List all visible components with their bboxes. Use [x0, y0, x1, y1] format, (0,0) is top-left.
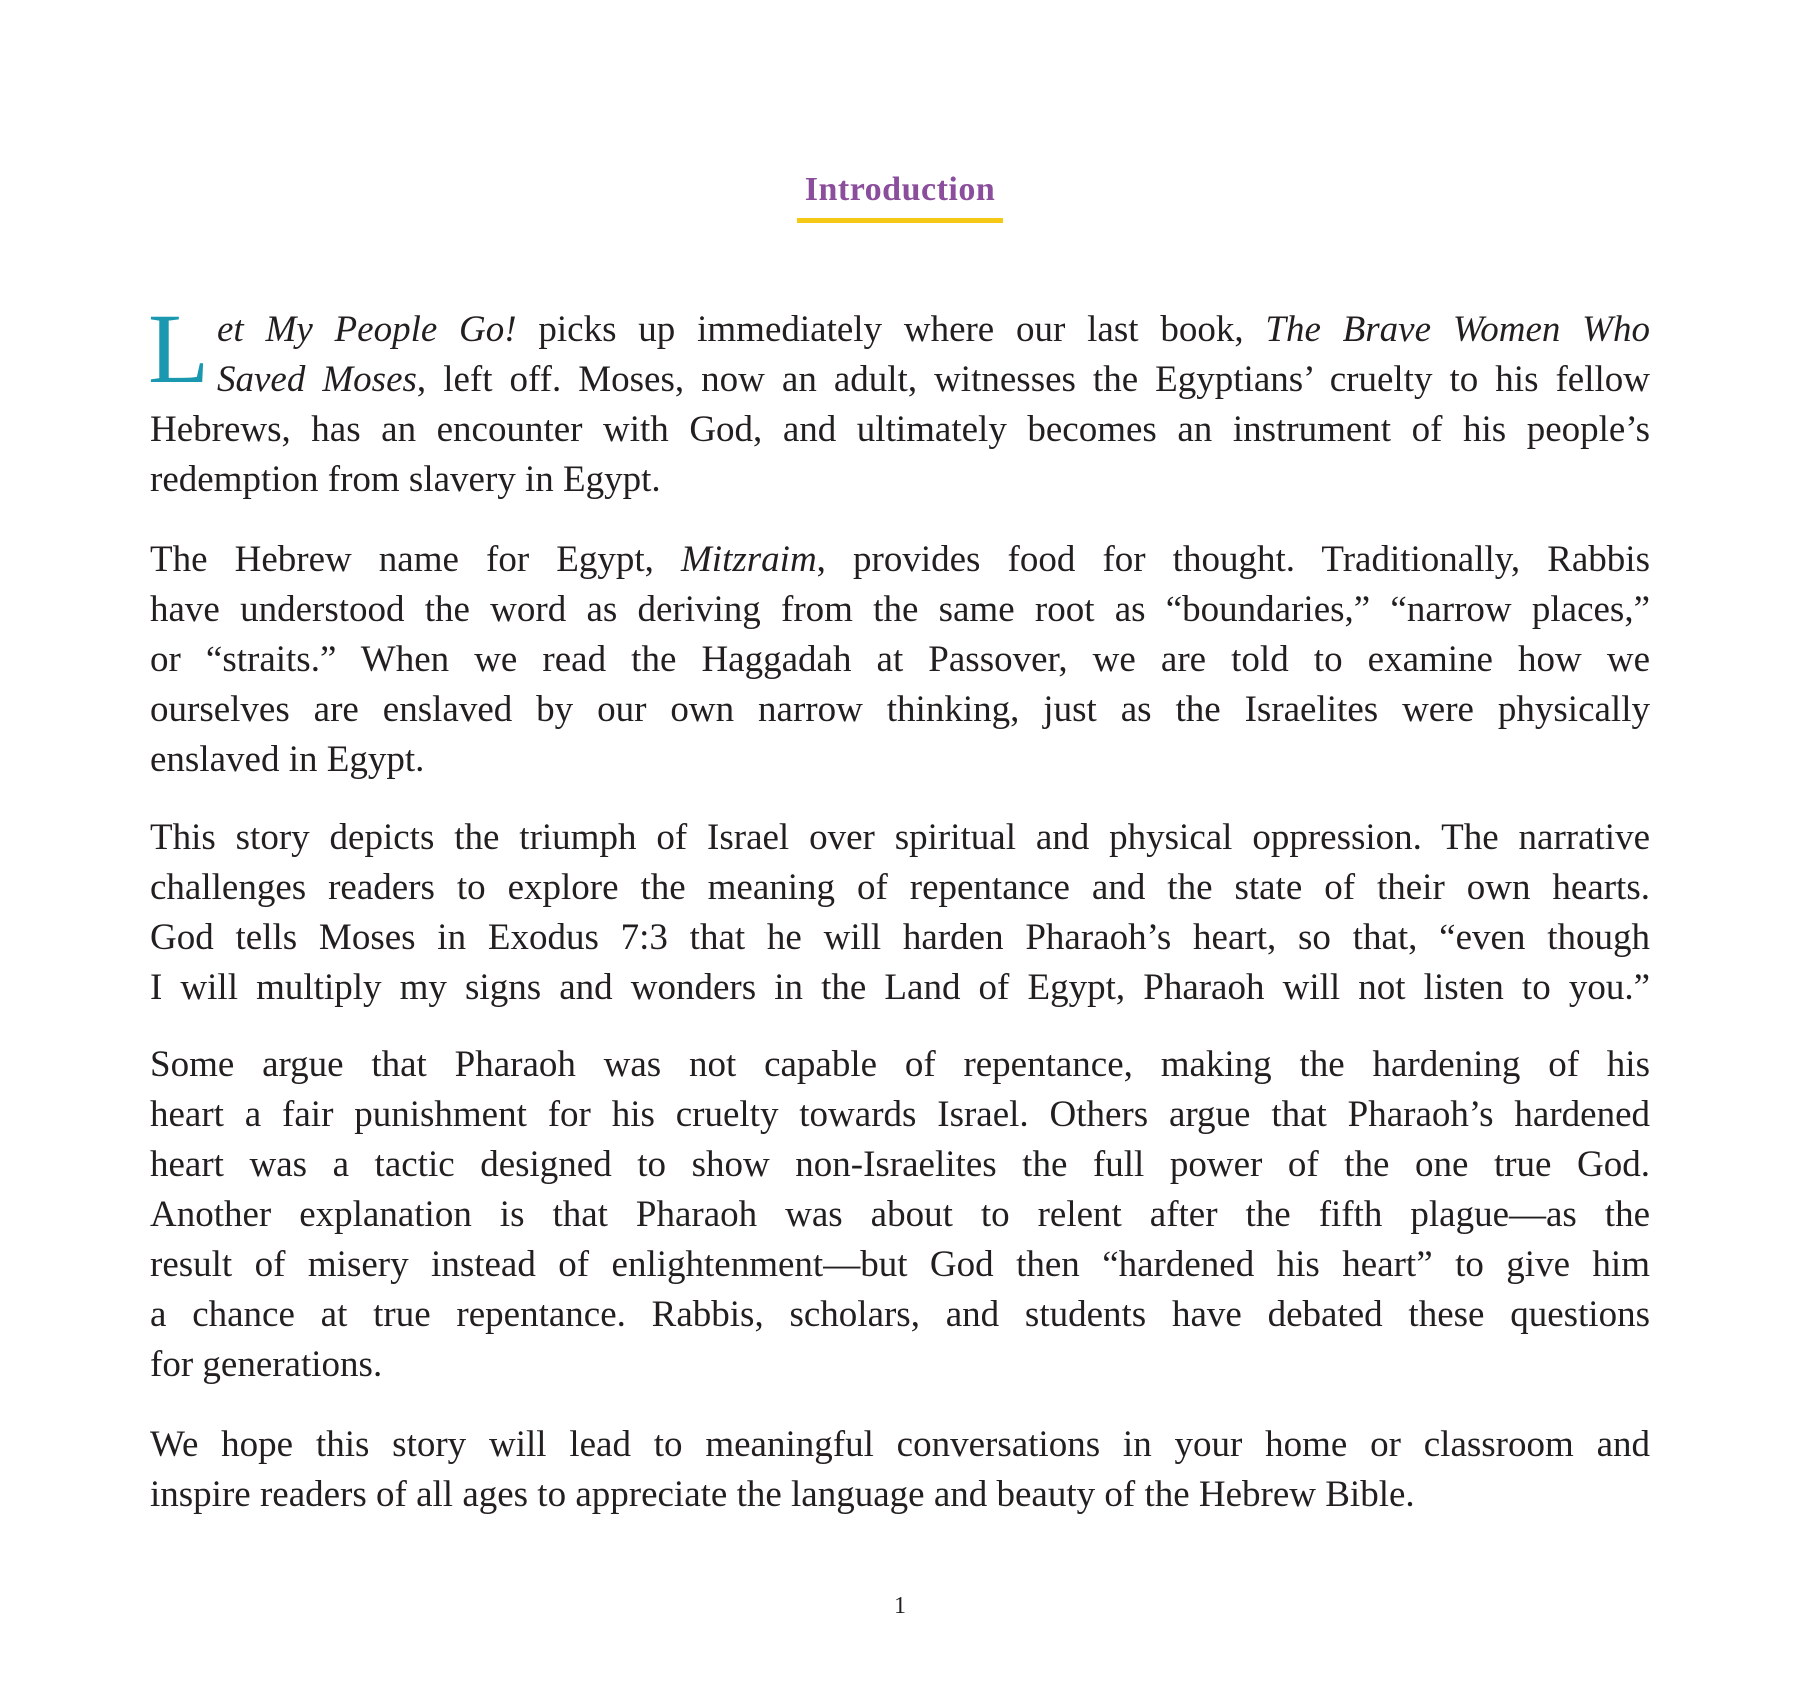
text-run: God tells Moses in Exodus 7:3 that he will harden Pharaoh’s heart, so that, “even though [150, 917, 1650, 958]
text-line [150, 863, 1650, 913]
text-run: The Hebrew name for Egypt, [150, 539, 681, 580]
text-run: Some argue that Pharaoh was not capable of repentance, making the hardening of his [150, 1044, 1650, 1085]
italic-text: Mitzraim [680, 539, 817, 580]
text-line [150, 585, 1650, 635]
italic-text: The Brave Women Who [1265, 309, 1650, 350]
text-run: Another explanation is that Pharaoh was about to relent after the fifth plague—as the [150, 1194, 1650, 1235]
text-run: Hebrews, has an encounter with God, and ultimately becomes an instrument of his people’s [150, 409, 1650, 450]
paragraph-2 [150, 535, 1650, 785]
paragraph-4 [150, 1040, 1650, 1390]
text-line [150, 963, 1650, 1013]
drop-cap: L [148, 293, 210, 404]
text-run: , left off. Moses, now an adult, witnesses the Egyptians’ cruelty to his fellow [416, 359, 1651, 400]
italic-text: Saved Moses [217, 359, 417, 400]
page-number: 1 [894, 1593, 906, 1619]
text-run: ourselves are enslaved by our own narrow thinking, just as the Israelites were physically [150, 689, 1650, 730]
text-line [150, 735, 1650, 785]
text-line [150, 1140, 1650, 1190]
text-run: picks up immediately where our last book, [516, 309, 1266, 350]
text-line [150, 1090, 1650, 1140]
text-line [150, 685, 1650, 735]
text-run: challenges readers to explore the meaning of repentance and the state of their own hearts. [150, 867, 1650, 908]
title-underline [797, 218, 1003, 223]
text-line [150, 535, 1650, 585]
text-line [150, 1340, 1650, 1390]
text-run: heart was a tactic designed to show non-Israelites the full power of the one true God. [150, 1144, 1650, 1185]
text-line [150, 813, 1650, 863]
text-line [150, 1240, 1650, 1290]
text-run: , provides food for thought. Traditionally, Rabbis [816, 539, 1650, 580]
text-line [217, 305, 1650, 355]
text-run: redemption from slavery in Egypt. [150, 459, 661, 500]
text-run: I will multiply my signs and wonders in the Land of Egypt, Pharaoh will not listen to you.” [150, 967, 1650, 1008]
page-title: Introduction [804, 171, 996, 208]
text-run: result of misery instead of enlightenment—but God then “hardened his heart” to give him [150, 1244, 1650, 1285]
text-run: heart a fair punishment for his cruelty towards Israel. Others argue that Pharaoh’s hardened [150, 1094, 1650, 1135]
text-run: enslaved in Egypt. [150, 739, 425, 780]
text-run: have understood the word as deriving from the same root as “boundaries,” “narrow places,” [150, 589, 1650, 630]
text-line [150, 635, 1650, 685]
paragraph-5 [150, 1420, 1650, 1520]
text-line [150, 913, 1650, 963]
italic-text: et My People Go! [217, 309, 517, 350]
text-line [150, 455, 1650, 505]
text-line [150, 1040, 1650, 1090]
text-line [150, 1290, 1650, 1340]
text-run: for generations. [150, 1344, 383, 1385]
text-line [150, 1470, 1650, 1520]
text-line [150, 1420, 1650, 1470]
paragraph-1 [150, 305, 1650, 505]
text-run: or “straits.” When we read the Haggadah at Passover, we are told to examine how we [150, 639, 1650, 680]
text-line [150, 405, 1650, 455]
text-run: We hope this story will lead to meaningful conversations in your home or classroom and [150, 1424, 1650, 1465]
paragraph-3 [150, 813, 1650, 1013]
text-run: inspire readers of all ages to appreciate the language and beauty of the Hebrew Bible. [150, 1474, 1415, 1515]
text-run: This story depicts the triumph of Israel over spiritual and physical oppression. The narrative [150, 817, 1650, 858]
text-line [150, 1190, 1650, 1240]
text-line [217, 355, 1650, 405]
text-run: a chance at true repentance. Rabbis, scholars, and students have debated these questions [150, 1294, 1650, 1335]
